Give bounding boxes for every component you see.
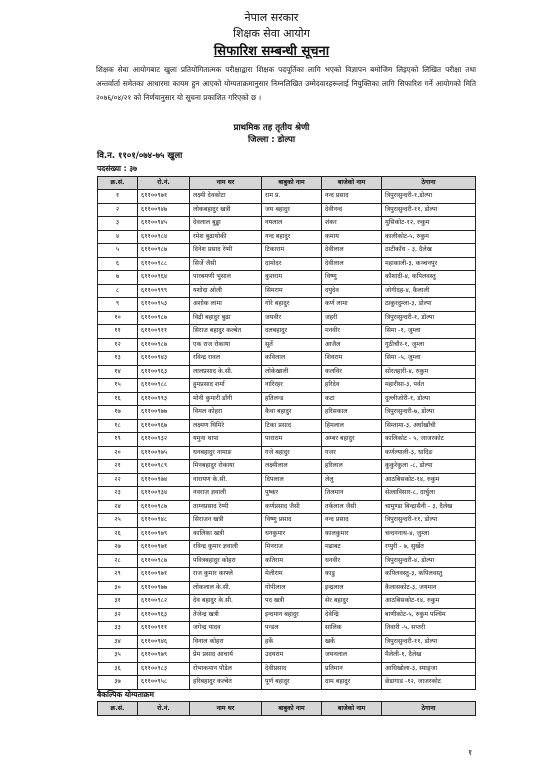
grandfather-name-cell: विष्णु [322,271,382,285]
serial-cell: ३ [98,217,138,231]
grandfather-name-cell: खर्के [322,635,382,649]
father-name-cell: इन्दमान बहादुर [262,608,322,622]
serial-cell: ३४ [98,635,138,649]
father-name-cell: नारिरहर [262,379,322,393]
table-row [98,311,476,325]
serial-cell: ३६ [98,662,138,676]
grandfather-name-cell: मढाबट [322,541,382,555]
address-cell: त्रिपुरासुन्दरी-७, डोल्पा [382,406,476,420]
address-cell: रप्पुरी - ७, सुर्खेत [382,541,476,555]
father-name-cell: जय बहादुर [262,203,322,217]
name-cell: विमल कोहरा [190,406,262,420]
table-row [98,433,476,447]
name-cell: रविन्द्र रावल [190,352,262,366]
table-row [98,608,476,622]
address-cell: त्रिपुरासुन्दरी-११, डोल्पा [382,203,476,217]
column-header-father: बाबुको नाम [262,702,322,716]
table-row [98,460,476,474]
name-cell: सिराजन खत्री [190,514,262,528]
serial-cell: ३० [98,581,138,595]
address-cell: कैलासकोट-३, जयमान [382,581,476,595]
table-row [98,649,476,663]
name-cell: सिराज बहादुर कल्बेत [190,325,262,339]
alternate-list-table [97,701,476,716]
column-header-grandfather: बाजेको नाम [322,177,382,190]
table-row [98,392,476,406]
serial-cell: २८ [98,554,138,568]
name-cell: ताम्नप्रसाद रेग्मी [190,500,262,514]
grandfather-name-cell: शंकर [322,217,382,231]
grandfather-name-cell: प्रतिमान [322,662,382,676]
name-cell: पारबमणी भुसाल [190,271,262,285]
post-count: पदसंख्या : ३७ [97,164,138,173]
name-cell: विद्री बहादुर बुढा [190,311,262,325]
address-cell: आठबिसकोट-१४, रुकुम [382,473,476,487]
grandfather-name-cell: हरिसकाल [322,406,382,420]
father-name-cell: नयलाल [262,217,322,231]
serial-cell: २१ [98,460,138,474]
father-name-cell: पूर्ण बहादुर [262,676,322,690]
table-row [98,298,476,312]
table-row [98,244,476,258]
father-name-cell: लोकेखाली [262,365,322,379]
name-cell: धनबहादुर नामाङ [190,446,262,460]
serial-cell: ३३ [98,622,138,636]
father-name-cell: उदयराम [262,649,322,663]
serial-cell: ११ [98,325,138,339]
address-cell: त्रिपुरासुन्दरी-११, डोल्पा [382,514,476,528]
table-row [98,487,476,501]
roll-number-cell: ६११००९६३ [138,365,190,379]
serial-cell: १८ [98,419,138,433]
table-row [98,514,476,528]
roll-number-cell: ६११००९७७ [138,406,190,420]
address-cell: महाकाली-३, कञ्चनपुर [382,257,476,271]
serial-cell: २७ [98,541,138,555]
address-cell: सिमा -५, जुम्ला [382,352,476,366]
serial-cell: २६ [98,527,138,541]
father-name-cell: गोपीलाल [262,581,322,595]
father-name-cell: टिका प्रसाद [262,419,322,433]
name-cell: लोकबहादुर खत्री [190,203,262,217]
roll-number-cell: ६११००९७४ [138,473,190,487]
table-row [98,581,476,595]
name-cell: मिनबहादुर रोकाया [190,460,262,474]
government-name: नेपाल सरकार [244,11,299,24]
address-cell: आठबिसकोट-१४, रुकुम [382,595,476,609]
column-header-roll: रो.नं. [138,177,190,190]
roll-number-cell: ६११००९७१ [138,568,190,582]
table-row [98,568,476,582]
roll-number-cell: ६११००९७७ [138,581,190,595]
grandfather-name-cell: जहरी [322,311,382,325]
notice-title: सिफारिश सम्बन्धी सूचना [213,44,330,59]
name-cell: कालिका खत्री [190,527,262,541]
address-cell: कालीकोट-५, रुकुम [382,230,476,244]
serial-cell: ४ [98,230,138,244]
table-row [98,622,476,636]
column-header-address: ठेगाना [382,702,476,716]
roll-number-cell: ६११००९८७ [138,244,190,258]
level-heading: प्राथमिक तह तृतीय श्रेणी [233,123,310,133]
serial-cell: १ [98,190,138,204]
roll-number-cell: ६११००९८७ [138,338,190,352]
table-row [98,325,476,339]
grandfather-name-cell: अम्बर बहादुर [322,433,382,447]
grandfather-name-cell: काडु [322,568,382,582]
column-header-serial: क्र.सं. [98,702,138,716]
table-row [98,500,476,514]
roll-number-cell: ६११००९९९ [138,284,190,298]
roll-number-cell: ६११००९६७ [138,419,190,433]
address-cell: ठाटीकाँध - ३, दैलेख [382,244,476,258]
roll-number-cell: ६११००९६३ [138,608,190,622]
serial-cell: १४ [98,365,138,379]
address-cell: तिवारी -५, सप्तरी [382,622,476,636]
roll-number-cell: ६११००९८७ [138,500,190,514]
serial-cell: २० [98,446,138,460]
column-header-grandfather: बाजेको नाम [322,702,382,716]
address-cell: सोरतहारी-४, रुकुम [382,365,476,379]
name-cell: प्रेम प्रसाद आचार्य [190,649,262,663]
serial-cell: १५ [98,379,138,393]
table-row [98,595,476,609]
grandfather-name-cell: तिलमान [322,487,382,501]
address-cell: दुल्लीजोरी-१, डोल्पा [382,392,476,406]
grandfather-name-cell: आजैल [322,338,382,352]
father-name-cell: देवीप्रसाद [262,662,322,676]
name-cell: पवित्रबहादुर कोहरा [190,554,262,568]
name-cell: अशोक लामा [190,298,262,312]
grandfather-name-cell: जयनलाल [322,649,382,663]
father-name-cell: टिकाराम [262,244,322,258]
grandfather-name-cell: देवीलाल [322,244,382,258]
grandfather-name-cell: दयुदेव [322,284,382,298]
father-name-cell: कविलाल [262,352,322,366]
address-cell: महारीसा-३, पर्वत [382,379,476,393]
father-name-cell: दिपलाल [262,473,322,487]
alternate-list-title: बैकल्पिक योग्यताक्रम [97,690,155,699]
name-cell: हरिबहादुर कल्बेत [190,676,262,690]
roll-number-cell: ६११००९८९ [138,460,190,474]
grandfather-name-cell: शिवराम [322,352,382,366]
grandfather-name-cell: दाम बहादुर [322,676,382,690]
father-name-cell: मेलीराम [262,568,322,582]
table-row [98,527,476,541]
address-cell: चामुण्डा बिन्द्रासैनी - ३, दैलेख [382,500,476,514]
name-cell: नवराज ज्ञवाली [190,487,262,501]
table-row [98,554,476,568]
grandfather-name-cell: देवीनन्द [322,203,382,217]
advertisement-number: वि.न. ११०१/०७४-७५ खुला [97,151,183,161]
grandfather-name-cell: हरिदेव [322,379,382,393]
name-cell: लक्ष्मी देवकोटा [190,190,262,204]
roll-number-cell: ६११००९८२ [138,595,190,609]
father-name-cell: हतिलन्ड [262,392,322,406]
father-name-cell: दामोदर [262,257,322,271]
grandfather-name-cell: सेर बहादुर [322,595,382,609]
grandfather-name-cell: तर्कलाल जैसी [322,500,382,514]
table-row [98,406,476,420]
father-name-cell: कतिराम [262,554,322,568]
address-cell: त्रिपुरासुन्दरी-१, डोल्पा [382,311,476,325]
name-cell: दिनेश प्रसाद रेग्मी [190,244,262,258]
name-cell: नारायण के.सी. [190,473,262,487]
roll-number-cell: ६११००९११ [138,622,190,636]
roll-number-cell: ६११००९४५ [138,217,190,231]
serial-cell: ३२ [98,608,138,622]
grandfather-name-cell: मनवीर [322,325,382,339]
roll-number-cell: ६११००९७५ [138,446,190,460]
father-name-cell: विष्णु प्रसाद [262,514,322,528]
roll-number-cell: ६११००९८३ [138,662,190,676]
name-cell: लक्ष्मण थिमिरे [190,419,262,433]
serial-cell: २२ [98,473,138,487]
name-cell: यमुना थापा [190,433,262,447]
name-cell: रविन्द्र कुमार ज्ञवाली [190,541,262,555]
serial-cell: २९ [98,568,138,582]
table-row [98,365,476,379]
grandfather-name-cell: लेलु [322,473,382,487]
table-row [98,338,476,352]
address-cell: छेडागाड -१२, जाजरकोट [382,676,476,690]
notice-paragraph: शिक्षक सेवा आयोगबाट खुला प्रतियोगितात्मक परीक्षाद्वारा शिक्षक पदपूर्तिका लागि भएको विज्ञापन बमोजिम लिइएको लिखित परीक्षा तथा अन्तर्वार्ता समेतका आधारमा कायम हुन आएको योग्यताक्रमानुसार निम्नलिखित उम्मेदवारहरूलाई नियुक्तिका लागि सिफारिश गर्ने आयोगको मिति २०७६/०४/२१ को निर्णयानुसार यो सूचना प्रकाशित गरिएको छ । [96,65,476,102]
address-cell: कर्णल्याली-३, धादिङ [382,446,476,460]
grandfather-name-cell: नन्द प्रसाद [322,190,382,204]
address-cell: चन्दननाथ-४, जुम्ला [382,527,476,541]
page-number: १ [468,748,473,757]
column-header-roll: रो.नं. [138,702,190,716]
father-name-cell: पन्डल [262,622,322,636]
address-cell: ठाकुरदुम्ला-३, डोल्पा [382,298,476,312]
father-name-cell: हर्के [262,635,322,649]
serial-cell: १३ [98,352,138,366]
address-cell: कपिलवस्तु-३, कपिलवस्तु [382,568,476,582]
serial-cell: ७ [98,271,138,285]
grandfather-name-cell: देवीलाल [322,257,382,271]
name-cell: रमेश बुढाथोकी [190,230,262,244]
table-row [98,446,476,460]
address-cell: मैलेली-१, दैलेख [382,649,476,663]
recommendation-table [97,176,476,690]
serial-cell: २ [98,203,138,217]
father-name-cell: सूर्ते [262,338,322,352]
address-cell: बाणीकोट-५, रुकुम पश्चिम [382,608,476,622]
column-header-name: नाम थर [190,702,262,716]
grandfather-name-cell: कलविर [322,365,382,379]
roll-number-cell: ६११००९८७ [138,311,190,325]
column-header-serial: क्र.सं. [98,177,138,190]
table-row [98,271,476,285]
name-cell: हुमप्रसाद शर्मा [190,379,262,393]
father-name-cell: मिनराज [262,541,322,555]
table-row [98,284,476,298]
name-cell: यशोदा ओली [190,284,262,298]
father-name-cell: धनकुमार [262,527,322,541]
roll-number-cell: ६११००९७९ [138,527,190,541]
grandfather-name-cell: कालकुमार [322,527,382,541]
roll-number-cell: ६११००९४७ [138,203,190,217]
address-cell: सेत्लाविसार-८, दार्चुला [382,487,476,501]
roll-number-cell: ६११००९६४ [138,271,190,285]
address-cell: सिमा -१, जुम्ला [382,325,476,339]
column-header-address: ठेगाना [382,177,476,190]
father-name-cell: पद खत्री [262,595,322,609]
roll-number-cell: ६११००९८८ [138,257,190,271]
roll-number-cell: ६११००९७९ [138,649,190,663]
serial-cell: १६ [98,392,138,406]
serial-cell: ८ [98,284,138,298]
table-row [98,230,476,244]
serial-cell: २४ [98,500,138,514]
district-heading: जिल्ला : डोल्पा [247,135,296,145]
roll-number-cell: ६११००९५३ [138,298,190,312]
father-name-cell: दलबहादुर [262,325,322,339]
table-row [98,379,476,393]
father-name-cell: कर्णप्रसाद जैसी [262,500,322,514]
name-cell: तेजेन्द्र खत्री [190,608,262,622]
name-cell: रोभाकमान पौडेल [190,662,262,676]
roll-number-cell: ६११००९३२ [138,433,190,447]
column-header-father: बाबुको नाम [262,177,322,190]
father-name-cell: जयवीर [262,311,322,325]
name-cell: लालप्रसाद के.सी. [190,365,262,379]
roll-number-cell: ६११००९४६ [138,635,190,649]
roll-number-cell: ६११००९५८ [138,676,190,690]
table-row [98,541,476,555]
grandfather-name-cell: हिमलाल [322,419,382,433]
address-cell: कौशादी-४, कपिलवस्तु [382,271,476,285]
father-name-cell: गोरे बहादुर [262,298,322,312]
father-name-cell: सिमराम [262,284,322,298]
grandfather-name-cell: सालिक [322,622,382,636]
serial-cell: ३५ [98,649,138,663]
table-row [98,419,476,433]
address-cell: जोगीदह-४, कैलाली [382,284,476,298]
grandfather-name-cell: कर्ण लामा [322,298,382,312]
table-row [98,257,476,271]
roll-number-cell: ६११००९७१ [138,541,190,555]
table-row [98,352,476,366]
table-header-row [98,702,476,716]
address-cell: त्रिपुरासुन्दरी-११, डोल्पा [382,635,476,649]
address-cell: आधिखोला-३, स्याङ्जा [382,662,476,676]
table-row [98,203,476,217]
address-cell: कालिकोट - ५, जाजरकोट [382,433,476,447]
serial-cell: ३७ [98,676,138,690]
grandfather-name-cell: धनवीर [322,554,382,568]
table-row [98,217,476,231]
roll-number-cell: ६११००९९३ [138,392,190,406]
grandfather-name-cell: कमाय [322,230,382,244]
father-name-cell: गजे बहादुर [262,446,322,460]
address-cell: सिम्तामा-३, अर्घाखाँची [382,419,476,433]
grandfather-name-cell: कटा [322,392,382,406]
grandfather-name-cell: नन्द प्रसाद [322,514,382,528]
father-name-cell: कुशराम [262,271,322,285]
grandfather-name-cell: इन्द्रलाल [322,581,382,595]
father-name-cell: पाराराम [262,433,322,447]
father-name-cell: कैवा बहादुर [262,406,322,420]
name-cell: लोकलाल के.सी. [190,581,262,595]
father-name-cell: राम प्र. [262,190,322,204]
table-row [98,676,476,690]
father-name-cell: लक्ष्मीलाल [262,460,322,474]
father-name-cell: नन्द बहादुर [262,230,322,244]
roll-number-cell: ६११००९८८ [138,379,190,393]
serial-cell: १९ [98,433,138,447]
table-header-row [98,177,476,190]
roll-number-cell: ६११००९३४ [138,487,190,501]
serial-cell: १७ [98,406,138,420]
serial-cell: १२ [98,338,138,352]
table-row [98,662,476,676]
address-cell: गुठीचौर-१, जुम्ला [382,338,476,352]
serial-cell: ३१ [98,595,138,609]
serial-cell: ६ [98,257,138,271]
name-cell: सिर्जे जैसी [190,257,262,271]
address-cell: त्रिपुरासुन्दरी-४, डोल्पा [382,554,476,568]
name-cell: विनाल कोहरा [190,635,262,649]
commission-name: शिक्षक सेवा आयोग [233,27,310,40]
name-cell: देवलाल बुढ्ढा [190,217,262,231]
roll-number-cell: ६११००९८४ [138,230,190,244]
roll-number-cell: ६११००९७१ [138,190,190,204]
father-name-cell: पुष्कर [262,487,322,501]
name-cell: एक राज रोकाया [190,338,262,352]
address-cell: कुकुरेकुला -८, डोल्पा [382,460,476,474]
name-cell: राज कुमार काफ्ले [190,568,262,582]
name-cell: जगेन्द्र यादव [190,622,262,636]
roll-number-cell: ६११००९४८ [138,514,190,528]
table-row [98,473,476,487]
name-cell: मोनी कुमारी डाँगी [190,392,262,406]
serial-cell: ५ [98,244,138,258]
name-cell: देव बहादुर के.सी. [190,595,262,609]
address-cell: त्रिपुरासुन्दरी-१,डोल्पा [382,190,476,204]
roll-number-cell: ६११००९११ [138,325,190,339]
serial-cell: २३ [98,487,138,501]
roll-number-cell: ६११००९४३ [138,352,190,366]
grandfather-name-cell: हरिलाल [322,460,382,474]
grandfather-name-cell: देवेन्द्रि [322,608,382,622]
table-row [98,190,476,204]
serial-cell: १० [98,311,138,325]
serial-cell: २५ [98,514,138,528]
address-cell: मुसिकोट-१२, रुकुम [382,217,476,231]
grandfather-name-cell: गजर [322,446,382,460]
roll-number-cell: ६११००९८७ [138,554,190,568]
column-header-name: नाम थर [190,177,262,190]
table-row [98,635,476,649]
serial-cell: ९ [98,298,138,312]
